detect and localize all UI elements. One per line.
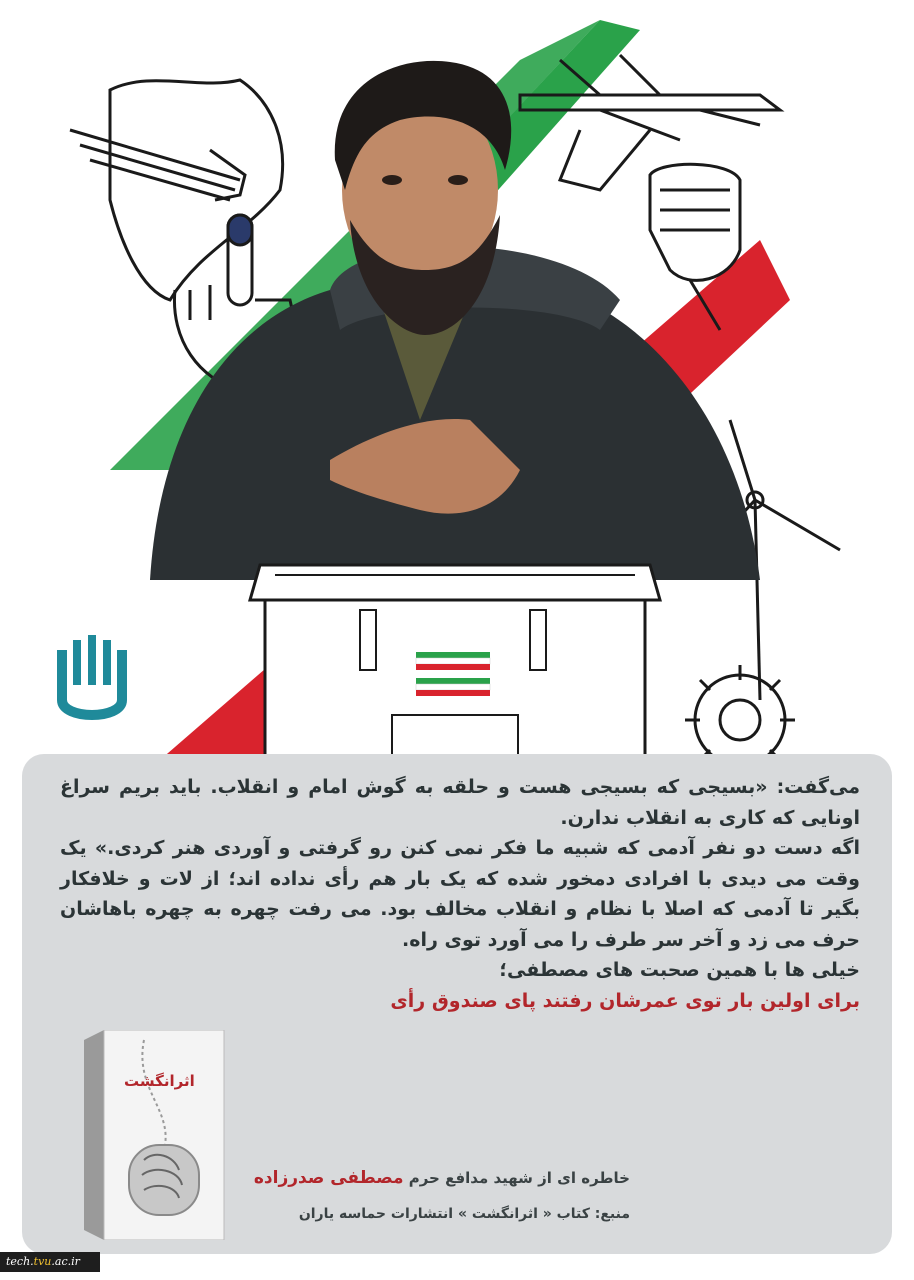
- quote-line-1: می‌گفت: «بسیجی که بسیجی هست و حلقه به گوش امام و انقلاب. باید بریم سراغ اونایی که کاری به انقلاب ندارن.: [60, 776, 860, 829]
- footer-watermark: [0, 1252, 100, 1272]
- footer-prefix: tech.: [6, 1255, 34, 1268]
- attribution-source: منبع: کتاب « اثرانگشت » انتشارات حماسه یاران: [298, 1206, 630, 1222]
- martyr-name: مصطفی صدرزاده: [253, 1168, 404, 1188]
- attribution: [250, 1168, 630, 1222]
- logo-icon: [52, 630, 132, 730]
- footer-accent: tvu: [33, 1255, 52, 1268]
- ballot-box-icon: [250, 565, 660, 770]
- quote-text: [60, 772, 860, 1016]
- attribution-prefix: خاطره ای از شهید مدافع حرم: [408, 1169, 630, 1187]
- book-cover-title: اثرانگشت: [124, 1072, 195, 1090]
- attribution-line: [250, 1168, 630, 1188]
- quote-line-2: اگه دست دو نفر آدمی که شبیه ما فکر نمی کنن رو گرفتی و آوردی هنر کردی.» یک وقت می دیدی با افرادی دمخور شده که یک بار هم رأی نداده اند؛ از لات و خلافکار بگیر تا آدمی که اصلا با نظام و انقلاب مخالف بود. می رفت چهره به چهره باهاشان حرف می زد و آخر سر طرف را می آورد توی راه.: [60, 837, 860, 951]
- book-cover-icon: [84, 1030, 234, 1240]
- quote-highlight: برای اولین بار توی عمرشان رفتند پای صندوق رأی: [390, 989, 860, 1012]
- quote-line-3: خیلی ها با همین صحبت های مصطفی؛: [499, 959, 860, 981]
- footer-suffix: .ac.ir: [51, 1255, 80, 1268]
- missile-icon: [70, 130, 245, 200]
